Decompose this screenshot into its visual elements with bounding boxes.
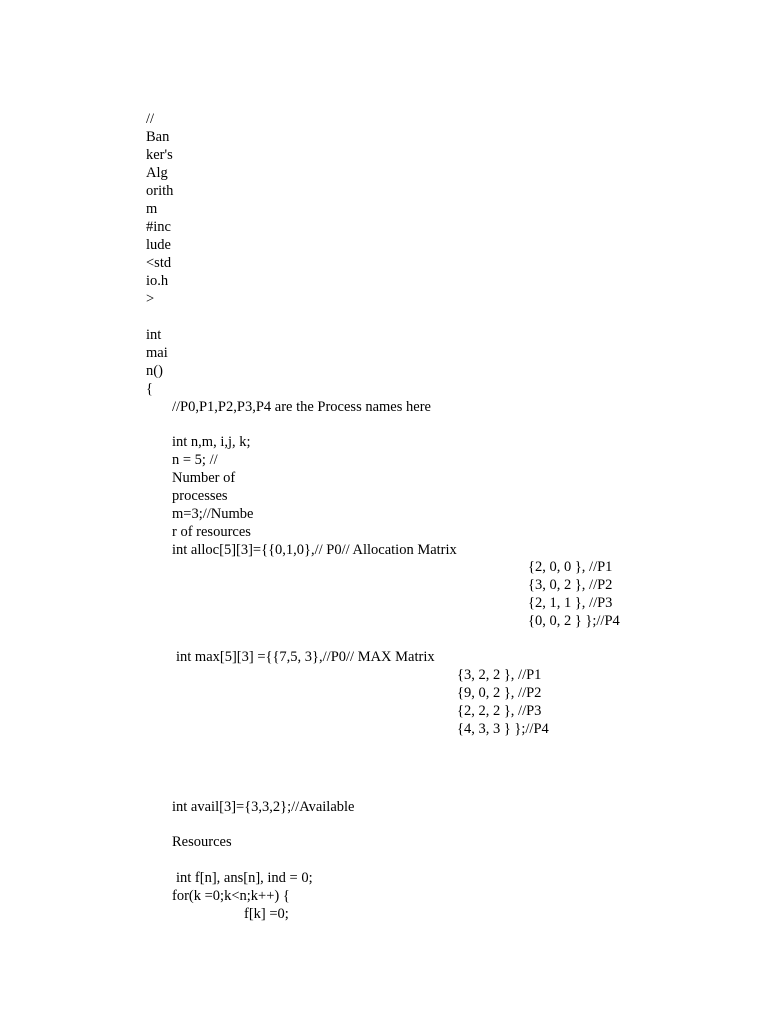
code-line: Resources [172,834,232,850]
code-line: f[k] =0; [244,906,289,922]
code-line: int alloc[5][3]={{0,1,0},// P0// Allocation Matrix [172,542,457,558]
code-line: lude [146,237,171,253]
code-line: int n,m, i,j, k; [172,434,251,450]
code-comment: //P0,P1,P2,P3,P4 are the Process names here [172,399,431,415]
code-line: int [146,327,162,343]
code-line: n() [146,363,163,379]
code-line: m [146,201,158,217]
code-line: int max[5][3] ={{7,5, 3},//P0// MAX Matrix [176,649,435,665]
code-line: orith [146,183,174,199]
code-line: #inc [146,219,171,235]
code-line: for(k =0;k<n;k++) { [172,888,290,904]
matrix-row: {2, 0, 0 }, //P1 [528,559,613,575]
matrix-row: {2, 1, 1 }, //P3 [528,595,613,611]
code-line: io.h [146,273,169,289]
code-line: <std [146,255,172,271]
matrix-row: {3, 2, 2 }, //P1 [457,667,542,683]
matrix-row: {2, 2, 2 }, //P3 [457,703,542,719]
code-line: n = 5; // [172,452,218,468]
matrix-row: {0, 0, 2 } };//P4 [528,613,620,629]
matrix-row: {4, 3, 3 } };//P4 [457,721,549,737]
code-line: { [146,381,153,397]
code-line: processes [172,488,228,504]
code-line: int avail[3]={3,3,2};//Available [172,799,355,815]
code-line: Number of [172,470,236,486]
code-line: int f[n], ans[n], ind = 0; [176,870,313,886]
code-line: ker's [146,147,173,163]
code-line: mai [146,345,168,361]
code-line: m=3;//Numbe [172,506,254,522]
code-line: > [146,291,155,307]
code-line: Alg [146,165,168,181]
matrix-row: {3, 0, 2 }, //P2 [528,577,613,593]
code-line: r of resources [172,524,251,540]
matrix-row: {9, 0, 2 }, //P2 [457,685,542,701]
code-line: // [146,111,155,127]
code-line: Ban [146,129,170,145]
